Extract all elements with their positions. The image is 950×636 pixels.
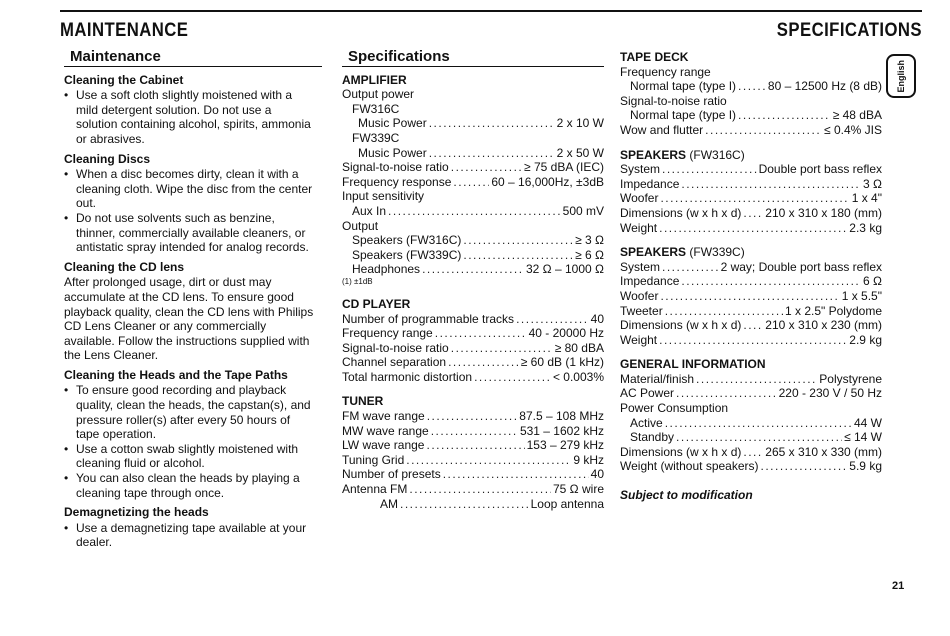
language-label: English [896, 59, 906, 93]
tuner-heading: TUNER [342, 394, 384, 409]
bullet-icon: • [64, 167, 69, 182]
header-maintenance: MAINTENANCE [60, 20, 189, 41]
spec-row: AC Power ..... 220 - 230 V / 50 Hz [620, 386, 882, 401]
page-number: 21 [892, 580, 905, 592]
language-tab [886, 54, 916, 98]
spec-row: Tuning Grid ..... 9 kHz [342, 453, 604, 468]
specifications-column-right [620, 50, 882, 503]
spec-row: Headphones ..... 32 Ω – 1000 Ω [342, 262, 604, 277]
bullet-item: • Use a demagnetizing tape available at your dealer. [64, 520, 307, 550]
spec-row: Weight (without speakers) ..... 5.9 kg [620, 459, 882, 474]
spec-row: Speakers (FW316C) ..... ≥ 3 Ω [342, 233, 604, 248]
spec-row: Number of programmable tracks ..... 40 [342, 312, 604, 327]
bullet-item: • Use a cotton swab slightly moistened with cleaning fluid or alcohol. [64, 441, 299, 471]
spec-row: Frequency response ..... 60 – 16,000Hz, ±3dB [342, 175, 604, 190]
bullet-item: • You can also clean the heads by playing a cleaning tape through once. [64, 471, 300, 500]
bullet-item: • When a disc becomes dirty, clean it with a cleaning cloth. Wipe the disc from the center out. [64, 167, 313, 211]
subheading: Demagnetizing the heads [64, 505, 209, 520]
spec-row: Woofer ..... 1 x 5.5" [620, 289, 882, 304]
spec-label: Output power [342, 87, 415, 102]
spec-label: Frequency range [620, 64, 711, 79]
bullet-icon: • [64, 520, 69, 535]
bullet-icon: • [64, 88, 69, 103]
bullet-item: • Do not use solvents such as benzine, thinner, commercially available cleaners, or antistatic spray intended for analog records. [64, 210, 309, 255]
spec-row: Weight ..... 2.9 kg [620, 333, 882, 348]
spec-row: FM wave range ..... 87.5 – 108 MHz [342, 409, 604, 424]
spec-row: Channel separation ..... ≥ 60 dB (1 kHz) [342, 355, 604, 370]
spec-row: Dimensions (w x h x d) ..... 265 x 310 x 330 (mm) [620, 445, 882, 460]
bullet-icon: • [64, 383, 69, 398]
maintenance-column [64, 50, 314, 550]
amplifier-heading: AMPLIFIER [342, 72, 407, 87]
bullet-icon: • [64, 210, 69, 225]
paragraph: After prolonged usage, dirt or dust may accumulate at the CD lens. To ensure good playback quality, clean the CD lens with Philips CD Lens Cleaner or any commercially available. Follow the instructions supplied with the Lens Cleaner. [64, 275, 314, 363]
spec-row: System ..... Double port bass reflex [620, 162, 882, 177]
speakers-339-heading: SPEAKERS (FW339C) [620, 245, 745, 260]
spec-row: Aux In ..... 500 mV [342, 204, 604, 219]
general-info-heading: GENERAL INFORMATION [620, 357, 766, 372]
spec-row: Woofer ..... 1 x 4" [620, 191, 882, 206]
header-specifications: SPECIFICATIONS [776, 20, 922, 41]
bullet-item: • Use a soft cloth slightly moistened with a mild detergent solution. Do not use a solution containing alcohol, spirits, ammonia or abrasives. [64, 88, 311, 146]
spec-row: LW wave range ..... 153 – 279 kHz [342, 438, 604, 453]
spec-label: Input sensitivity [342, 189, 425, 204]
spec-row: Frequency range ..... 40 - 20000 Hz [342, 326, 604, 341]
spec-row: Dimensions (w x h x d) ..... 210 x 310 x 180 (mm) [620, 206, 882, 221]
spec-row: Material/finish ..... Polystyrene [620, 372, 882, 387]
spec-row: Wow and flutter ..... ≤ 0.4% JIS [620, 123, 882, 138]
spec-row: Weight ..... 2.3 kg [620, 221, 882, 236]
bullet-icon: • [64, 471, 69, 486]
spec-row: Signal-to-noise ratio ..... ≥ 75 dBA (IEC) [342, 160, 604, 175]
subheading: Cleaning the Cabinet [64, 72, 184, 87]
subheading: Cleaning Discs [64, 151, 151, 166]
spec-row: Music Power ..... 2 x 10 W [342, 116, 604, 131]
subheading: Cleaning the Heads and the Tape Paths [64, 367, 288, 382]
spec-label: Output [342, 218, 379, 233]
spec-row: Number of presets ..... 40 [342, 467, 604, 482]
spec-row: Dimensions (w x h x d) ..... 210 x 310 x 230 (mm) [620, 318, 882, 333]
specifications-column [342, 50, 604, 511]
spec-row: Impedance ..... 3 Ω [620, 177, 882, 192]
tape-deck-heading: TAPE DECK [620, 50, 689, 64]
maintenance-title: Maintenance [64, 50, 322, 67]
cd-player-heading: CD PLAYER [342, 296, 411, 311]
spec-row: MW wave range ..... 531 – 1602 kHz [342, 424, 604, 439]
subject-to-modification: Subject to modification [620, 488, 753, 503]
spec-row: Tweeter ..... 1 x 2.5" Polydome [620, 304, 882, 319]
spec-row: Signal-to-noise ratio ..... ≥ 80 dBA [342, 341, 604, 356]
footnote: (1) ±1dB [342, 276, 373, 286]
spec-label: Signal-to-noise ratio [620, 93, 727, 108]
spec-row: Standby ..... ≤ 14 W [620, 430, 882, 445]
bullet-icon: • [64, 441, 69, 456]
spec-row: Total harmonic distortion ..... < 0.003% [342, 370, 604, 385]
spec-label: FW339C [352, 130, 400, 145]
spec-row: Speakers (FW339C) ..... ≥ 6 Ω [342, 248, 604, 263]
spec-label: Power Consumption [620, 401, 729, 416]
bullet-item: • To ensure good recording and playback quality, clean the heads, the capstan(s), and pressure roller(s) after every 50 hours of tape operation. [64, 383, 311, 442]
speakers-316-heading: SPEAKERS (FW316C) [620, 147, 745, 162]
specifications-title: Specifications [342, 50, 604, 67]
spec-row: Active ..... 44 W [620, 416, 882, 431]
spec-row: Impedance ..... 6 Ω [620, 274, 882, 289]
spec-row: System ..... 2 way; Double port bass reflex [620, 260, 882, 275]
spec-row: Antenna FM ..... 75 Ω wire [342, 482, 604, 497]
spec-row: Normal tape (type I) ..... ≥ 48 dBA [620, 108, 882, 123]
page-header [60, 10, 922, 42]
spec-row: AM ..... Loop antenna [342, 497, 604, 512]
spec-row: Normal tape (type I) ..... 80 – 12500 Hz (8 dB) [620, 79, 882, 94]
subheading: Cleaning the CD lens [64, 259, 185, 274]
spec-label: FW316C [352, 101, 400, 116]
spec-row: Music Power ..... 2 x 50 W [342, 146, 604, 161]
